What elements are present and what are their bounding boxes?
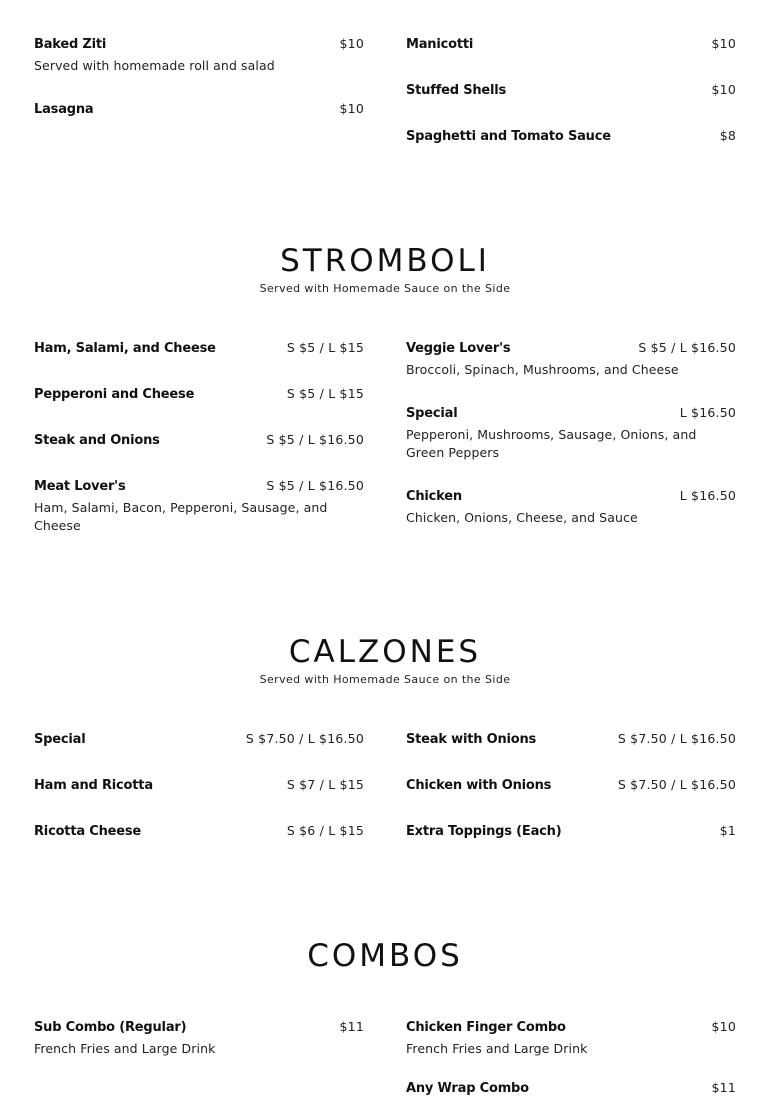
item-price: S $7.50 / L $16.50 — [245, 731, 364, 746]
item-name: Veggie Lover's — [406, 341, 511, 356]
menu-item — [406, 128, 736, 144]
item-price: $10 — [711, 36, 736, 51]
pasta-section — [34, 36, 736, 144]
item-name: Meat Lover's — [34, 479, 126, 494]
item-name: Lasagna — [34, 102, 94, 117]
item-name: Spaghetti and Tomato Sauce — [406, 129, 611, 144]
item-price: S $7.50 / L $16.50 — [617, 777, 736, 792]
stromboli-left-column — [34, 340, 364, 535]
menu-item — [406, 777, 736, 793]
item-price: $8 — [719, 128, 736, 143]
pasta-left-column — [34, 36, 364, 144]
item-price: $10 — [339, 36, 364, 51]
item-price: $10 — [339, 101, 364, 116]
item-name: Steak with Onions — [406, 732, 537, 747]
item-price: S $6 / L $15 — [286, 823, 364, 838]
item-price: $1 — [719, 823, 736, 838]
menu-item — [34, 36, 364, 75]
item-description: French Fries and Large Drink — [34, 1041, 216, 1056]
combos-right-column — [406, 1019, 736, 1096]
item-name: Any Wrap Combo — [406, 1081, 529, 1096]
calzones-subtitle: Served with Homemade Sauce on the Side — [259, 673, 511, 686]
pasta-right-column — [406, 36, 736, 144]
item-price: S $5 / L $16.50 — [266, 478, 364, 493]
item-name: Sub Combo (Regular) — [34, 1020, 187, 1035]
combos-section — [34, 1019, 736, 1096]
menu-item — [406, 82, 736, 98]
stromboli-subtitle: Served with Homemade Sauce on the Side — [259, 282, 511, 295]
item-name: Pepperoni and Cheese — [34, 387, 195, 402]
item-name: Steak and Onions — [34, 433, 160, 448]
calzones-section — [34, 731, 736, 839]
item-price: L $16.50 — [679, 488, 736, 503]
item-price: $10 — [711, 82, 736, 97]
item-price: $11 — [339, 1019, 364, 1034]
item-description: Pepperoni, Mushrooms, Sausage, Onions, and Green Peppers — [406, 427, 697, 460]
item-description: Served with homemade roll and salad — [34, 58, 275, 73]
menu-item — [34, 340, 364, 356]
menu-item — [34, 478, 364, 535]
item-price: S $5 / L $15 — [286, 340, 364, 355]
calzones-title: CALZONES — [288, 634, 482, 670]
menu-item — [406, 488, 736, 527]
menu-item — [34, 731, 364, 747]
item-price: S $7.50 / L $16.50 — [617, 731, 736, 746]
menu-item — [34, 1019, 364, 1058]
item-description: French Fries and Large Drink — [406, 1041, 588, 1056]
combos-left-column — [34, 1019, 364, 1096]
item-price: S $7 / L $15 — [286, 777, 364, 792]
menu-item — [406, 405, 736, 462]
menu-item — [406, 1019, 736, 1058]
item-price: $10 — [711, 1019, 736, 1034]
item-name: Ricotta Cheese — [34, 824, 142, 839]
item-name: Manicotti — [406, 37, 474, 52]
item-name: Special — [34, 732, 86, 747]
stromboli-right-column — [406, 340, 736, 535]
calzones-left-column — [34, 731, 364, 839]
stromboli-section — [34, 340, 736, 535]
item-name: Chicken with Onions — [406, 778, 552, 793]
item-name: Baked Ziti — [34, 37, 107, 52]
menu-item — [406, 731, 736, 747]
item-name: Stuffed Shells — [406, 83, 507, 98]
item-name: Ham and Ricotta — [34, 778, 153, 793]
menu-item — [34, 777, 364, 793]
menu-item — [406, 340, 736, 379]
item-name: Chicken — [406, 489, 462, 504]
menu-item — [34, 386, 364, 402]
item-name: Ham, Salami, and Cheese — [34, 341, 216, 356]
item-description: Ham, Salami, Bacon, Pepperoni, Sausage, and Cheese — [34, 500, 328, 533]
item-price: S $5 / L $16.50 — [266, 432, 364, 447]
menu-item — [406, 1080, 736, 1096]
menu-item — [34, 432, 364, 448]
menu-item — [406, 823, 736, 839]
item-name: Special — [406, 406, 458, 421]
item-description: Broccoli, Spinach, Mushrooms, and Cheese — [406, 362, 679, 377]
item-price: S $5 / L $15 — [286, 386, 364, 401]
item-price: L $16.50 — [679, 405, 736, 420]
menu-item — [406, 36, 736, 52]
menu-item — [34, 823, 364, 839]
calzones-right-column — [406, 731, 736, 839]
item-price: S $5 / L $16.50 — [638, 340, 736, 355]
menu-item — [34, 101, 364, 117]
stromboli-title: STROMBOLI — [280, 243, 490, 279]
item-name: Chicken Finger Combo — [406, 1020, 566, 1035]
combos-title: COMBOS — [307, 938, 463, 974]
item-price: $11 — [711, 1080, 736, 1095]
item-description: Chicken, Onions, Cheese, and Sauce — [406, 510, 638, 525]
item-name: Extra Toppings (Each) — [406, 824, 562, 839]
